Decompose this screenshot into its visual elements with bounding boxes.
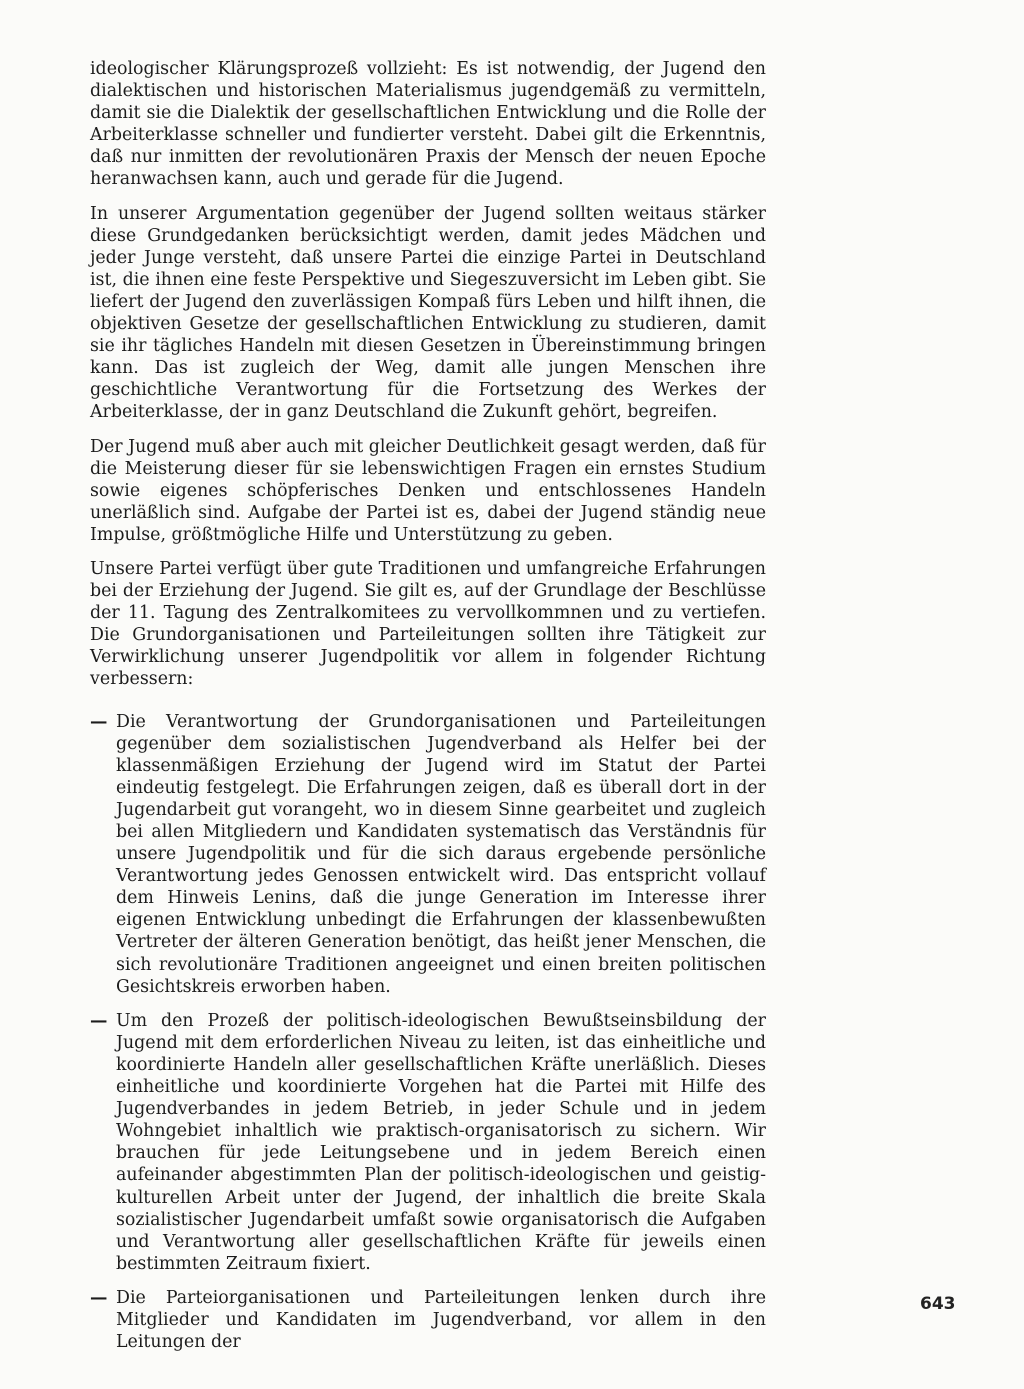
list-item-text: Die Parteiorganisationen und Parteileitungen lenken durch ihre Mitglieder und Kandidaten im Jugendverband, vor allem in den Leitungen der [116,1287,766,1353]
list-item [90,1010,766,1275]
list-item-text: Die Verantwortung der Grundorganisationen und Parteileitungen gegenüber dem sozialistischen Jugendverband als Helfer bei der klassenmäßigen Erziehung der Jugend wird im Statut der Partei eindeutig festgelegt. Die Erfahrungen zeigen, daß es überall dort in der Jugendarbeit gut vorangeht, wo in diesem Sinne gearbeitet und zugleich bei allen Mitgliedern und Kandidaten systematisch das Verständnis für unsere Jugendpolitik und für die sich daraus ergebende persönliche Verantwortung jedes Genossen entwickelt wird. Das entspricht vollauf dem Hinweis Lenins, daß die junge Generation im Interesse ihrer eigenen Entwicklung unbedingt die Erfahrungen der klassenbewußten Vertreter der älteren Generation benötigt, das heißt jener Menschen, die sich revolutionäre Traditionen angeeignet und einen breiten politischen Gesichtskreis erworben haben. [116,711,766,997]
paragraph-2: In unserer Argumentation gegenüber der Jugend sollten weitaus stärker diese Grundgedanken berücksichtigt werden, damit jedes Mädchen und jeder Junge versteht, daß unsere Partei die einzige Partei in Deutschland ist, die ihnen eine feste Perspektive und Siegeszuversicht im Leben gibt. Sie liefert der Jugend den zuverlässigen Kompaß fürs Leben und hilft ihnen, die objektiven Gesetze der gesellschaftlichen Entwicklung zu studieren, damit sie ihr tägliches Handeln mit diesen Gesetzen in Übereinstimmung bringen kann. Das ist zugleich der Weg, damit alle jungen Menschen ihre geschichtliche Verantwortung für die Fortsetzung des Werkes der Arbeiterklasse, der in ganz Deutschland die Zukunft gehört, begreifen. [90,203,766,423]
paragraph-4: Unsere Partei verfügt über gute Traditionen und umfangreiche Erfahrungen bei der Erziehung der Jugend. Sie gilt es, auf der Grundlage der Beschlüsse der 11. Tagung des Zentralkomitees zu vervollkommnen und zu vertiefen. Die Grundorganisationen und Parteileitungen sollten ihre Tätigkeit zur Verwirklichung unserer Jugendpolitik vor allem in folgender Richtung verbessern: [90,558,766,690]
document-body [90,58,766,1365]
dash-list [90,711,766,1354]
dash-bullet: — [90,1287,108,1308]
list-item-text: Um den Prozeß der politisch-ideologischen Bewußtseinsbildung der Jugend mit dem erforderlichen Niveau zu leiten, ist das einheitliche und koordinierte Handeln aller gesellschaftlichen Kräfte unerläßlich. Dieses einheitliche und koordinierte Vorgehen hat die Partei mit Hilfe des Jugendverbandes in jedem Betrieb, in jeder Schule und in jedem Wohngebiet inhaltlich wie praktisch-organisatorisch zu sichern. Wir brauchen für jede Leitungsebene und in jedem Bereich einen aufeinander abgestimmten Plan der politisch-ideologischen und geistig-kulturellen Arbeit unter der Jugend, der inhaltlich die breite Skala sozialistischer Jugendarbeit umfaßt sowie organisatorisch die Aufgaben und Verantwortung aller gesellschaftlichen Kräfte für jeweils einen bestimmten Zeitraum fixiert. [116,1010,766,1274]
paragraph-1: ideologischer Klärungsprozeß vollzieht: Es ist notwendig, der Jugend den dialektischen und historischen Materialismus jugendgemäß zu vermitteln, damit sie die Dialektik der gesellschaftlichen Entwicklung und die Rolle der Arbeiterklasse schneller und fundierter versteht. Dabei gilt die Erkenntnis, daß nur inmitten der revolutionären Praxis der Mensch der neuen Epoche heranwachsen kann, auch und gerade für die Jugend. [90,59,766,190]
list-item [90,1287,766,1353]
dash-bullet: — [90,711,108,732]
dash-bullet: — [90,1010,108,1031]
paragraph-3: Der Jugend muß aber auch mit gleicher Deutlichkeit gesagt werden, daß für die Meisterung dieser für sie lebenswichtigen Fragen ein ernstes Studium sowie eigenes schöpferisches Denken und entschlossenes Handeln unerläßlich sind. Aufgabe der Partei ist es, dabei der Jugend ständig neue Impulse, größtmögliche Hilfe und Unterstützung zu geben. [90,436,766,545]
list-item [90,711,766,998]
page-number: 643 [920,1294,956,1314]
